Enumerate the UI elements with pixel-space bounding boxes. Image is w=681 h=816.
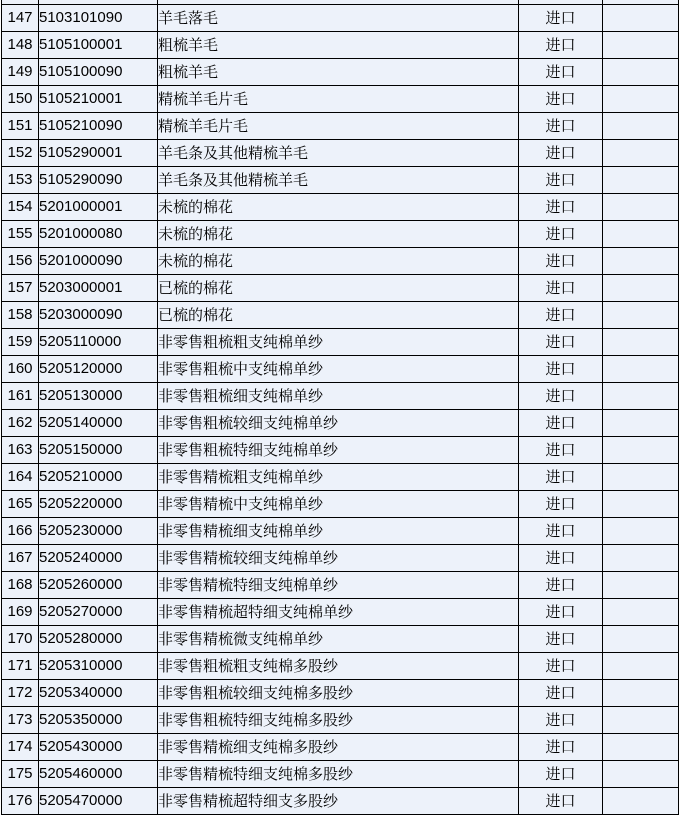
trade-direction: 进口 <box>519 112 603 139</box>
row-number: 165 <box>2 490 39 517</box>
trade-direction: 进口 <box>519 355 603 382</box>
table-row <box>2 652 679 679</box>
product-description: 非零售精梳粗支纯棉单纱 <box>158 463 519 490</box>
product-description: 非零售粗梳较细支纯棉多股纱 <box>158 679 519 706</box>
empty-cell <box>603 679 679 706</box>
row-number: 175 <box>2 760 39 787</box>
row-number: 150 <box>2 85 39 112</box>
hs-code: 5105210001 <box>39 85 158 112</box>
product-description: 粗梳羊毛 <box>158 31 519 58</box>
trade-direction: 进口 <box>519 436 603 463</box>
product-description: 非零售精梳微支纯棉单纱 <box>158 625 519 652</box>
row-number: 159 <box>2 328 39 355</box>
empty-cell <box>603 436 679 463</box>
hs-code: 5205120000 <box>39 355 158 382</box>
hs-code: 5201000001 <box>39 193 158 220</box>
hs-code: 5105290001 <box>39 139 158 166</box>
hs-code: 5105290090 <box>39 166 158 193</box>
product-description: 非零售精梳特细支纯棉单纱 <box>158 571 519 598</box>
product-description: 精梳羊毛片毛 <box>158 85 519 112</box>
hs-code: 5205210000 <box>39 463 158 490</box>
trade-direction: 进口 <box>519 571 603 598</box>
table-row <box>2 85 679 112</box>
hs-code: 5205140000 <box>39 409 158 436</box>
row-number: 174 <box>2 733 39 760</box>
empty-cell <box>603 274 679 301</box>
table-row <box>2 544 679 571</box>
hs-code: 5205460000 <box>39 760 158 787</box>
table-row <box>2 517 679 544</box>
hs-code: 5205110000 <box>39 328 158 355</box>
hs-code: 5205340000 <box>39 679 158 706</box>
empty-cell <box>603 733 679 760</box>
table-row <box>2 220 679 247</box>
row-number: 158 <box>2 301 39 328</box>
empty-cell <box>603 193 679 220</box>
product-description: 未梳的棉花 <box>158 247 519 274</box>
trade-direction: 进口 <box>519 679 603 706</box>
row-number: 149 <box>2 58 39 85</box>
hs-code: 5201000090 <box>39 247 158 274</box>
product-description: 羊毛条及其他精梳羊毛 <box>158 139 519 166</box>
empty-cell <box>603 4 679 31</box>
empty-cell <box>603 247 679 274</box>
table-row <box>2 112 679 139</box>
trade-direction: 进口 <box>519 301 603 328</box>
trade-direction: 进口 <box>519 787 603 814</box>
row-number: 171 <box>2 652 39 679</box>
table-row <box>2 733 679 760</box>
empty-cell <box>603 706 679 733</box>
product-description: 未梳的棉花 <box>158 220 519 247</box>
product-description: 非零售粗梳粗支纯棉多股纱 <box>158 652 519 679</box>
product-description: 已梳的棉花 <box>158 274 519 301</box>
trade-direction: 进口 <box>519 409 603 436</box>
empty-cell <box>603 463 679 490</box>
empty-cell <box>603 85 679 112</box>
table-row <box>2 355 679 382</box>
row-number: 167 <box>2 544 39 571</box>
empty-cell <box>603 112 679 139</box>
trade-direction: 进口 <box>519 247 603 274</box>
empty-cell <box>603 58 679 85</box>
product-description: 未梳的棉花 <box>158 193 519 220</box>
empty-cell <box>603 166 679 193</box>
table-row <box>2 139 679 166</box>
trade-direction: 进口 <box>519 490 603 517</box>
trade-direction: 进口 <box>519 760 603 787</box>
hs-code: 5203000001 <box>39 274 158 301</box>
product-description: 非零售粗梳中支纯棉单纱 <box>158 355 519 382</box>
hs-code: 5105100090 <box>39 58 158 85</box>
table-row <box>2 58 679 85</box>
trade-direction: 进口 <box>519 598 603 625</box>
hs-code: 5205130000 <box>39 382 158 409</box>
hs-code: 5205230000 <box>39 517 158 544</box>
empty-cell <box>603 382 679 409</box>
empty-cell <box>603 31 679 58</box>
row-number: 176 <box>2 787 39 814</box>
empty-cell <box>603 517 679 544</box>
hs-code: 5105210090 <box>39 112 158 139</box>
empty-cell <box>603 598 679 625</box>
row-number: 168 <box>2 571 39 598</box>
row-number: 157 <box>2 274 39 301</box>
table-row <box>2 760 679 787</box>
table-row <box>2 787 679 814</box>
trade-direction: 进口 <box>519 85 603 112</box>
trade-direction: 进口 <box>519 382 603 409</box>
trade-direction: 进口 <box>519 463 603 490</box>
product-description: 非零售精梳中支纯棉单纱 <box>158 490 519 517</box>
trade-direction: 进口 <box>519 544 603 571</box>
table-row <box>2 301 679 328</box>
table-row <box>2 247 679 274</box>
empty-cell <box>603 652 679 679</box>
table-row <box>2 166 679 193</box>
row-number: 160 <box>2 355 39 382</box>
product-description: 粗梳羊毛 <box>158 58 519 85</box>
product-description: 非零售精梳超特细支多股纱 <box>158 787 519 814</box>
empty-cell <box>603 409 679 436</box>
product-description: 羊毛条及其他精梳羊毛 <box>158 166 519 193</box>
hs-code: 5205220000 <box>39 490 158 517</box>
trade-direction: 进口 <box>519 625 603 652</box>
hs-code: 5205270000 <box>39 598 158 625</box>
empty-cell <box>603 220 679 247</box>
row-number: 152 <box>2 139 39 166</box>
trade-direction: 进口 <box>519 139 603 166</box>
trade-direction: 进口 <box>519 4 603 31</box>
table-row <box>2 4 679 31</box>
hs-code: 5201000080 <box>39 220 158 247</box>
trade-direction: 进口 <box>519 193 603 220</box>
product-description: 非零售粗梳特细支纯棉多股纱 <box>158 706 519 733</box>
row-number: 161 <box>2 382 39 409</box>
row-number: 169 <box>2 598 39 625</box>
empty-cell <box>603 328 679 355</box>
trade-direction: 进口 <box>519 733 603 760</box>
trade-direction: 进口 <box>519 328 603 355</box>
product-description: 非零售精梳细支纯棉多股纱 <box>158 733 519 760</box>
hs-code: 5105100001 <box>39 31 158 58</box>
hs-code: 5205240000 <box>39 544 158 571</box>
product-description: 非零售精梳细支纯棉单纱 <box>158 517 519 544</box>
trade-direction: 进口 <box>519 166 603 193</box>
trade-direction: 进口 <box>519 274 603 301</box>
product-description: 非零售精梳超特细支纯棉单纱 <box>158 598 519 625</box>
row-number: 163 <box>2 436 39 463</box>
row-number: 148 <box>2 31 39 58</box>
row-number: 166 <box>2 517 39 544</box>
product-description: 非零售粗梳特细支纯棉单纱 <box>158 436 519 463</box>
trade-direction: 进口 <box>519 220 603 247</box>
hs-code: 5103101090 <box>39 4 158 31</box>
hs-code: 5205430000 <box>39 733 158 760</box>
table-row <box>2 490 679 517</box>
empty-cell <box>603 787 679 814</box>
table-row <box>2 571 679 598</box>
empty-cell <box>603 544 679 571</box>
table-row <box>2 31 679 58</box>
hs-code: 5205260000 <box>39 571 158 598</box>
table-row <box>2 706 679 733</box>
product-description: 非零售精梳较细支纯棉单纱 <box>158 544 519 571</box>
row-number: 153 <box>2 166 39 193</box>
hs-code: 5203000090 <box>39 301 158 328</box>
product-description: 非零售精梳特细支纯棉多股纱 <box>158 760 519 787</box>
trade-direction: 进口 <box>519 706 603 733</box>
table-row <box>2 463 679 490</box>
empty-cell <box>603 625 679 652</box>
product-description: 精梳羊毛片毛 <box>158 112 519 139</box>
table-row <box>2 625 679 652</box>
row-number: 147 <box>2 4 39 31</box>
hs-code: 5205470000 <box>39 787 158 814</box>
table-row <box>2 328 679 355</box>
row-number: 156 <box>2 247 39 274</box>
row-number: 154 <box>2 193 39 220</box>
empty-cell <box>603 490 679 517</box>
hs-code: 5205150000 <box>39 436 158 463</box>
table-row <box>2 598 679 625</box>
hs-code: 5205280000 <box>39 625 158 652</box>
empty-cell <box>603 139 679 166</box>
table-row <box>2 382 679 409</box>
tariff-table <box>1 0 679 815</box>
trade-direction: 进口 <box>519 517 603 544</box>
row-number: 162 <box>2 409 39 436</box>
hs-code: 5205350000 <box>39 706 158 733</box>
hs-code: 5205310000 <box>39 652 158 679</box>
empty-cell <box>603 760 679 787</box>
table-row <box>2 193 679 220</box>
row-number: 173 <box>2 706 39 733</box>
empty-cell <box>603 301 679 328</box>
product-description: 非零售粗梳粗支纯棉单纱 <box>158 328 519 355</box>
empty-cell <box>603 571 679 598</box>
product-description: 已梳的棉花 <box>158 301 519 328</box>
row-number: 155 <box>2 220 39 247</box>
trade-direction: 进口 <box>519 31 603 58</box>
table-row <box>2 436 679 463</box>
row-number: 170 <box>2 625 39 652</box>
product-description: 非零售粗梳较细支纯棉单纱 <box>158 409 519 436</box>
table-row <box>2 274 679 301</box>
row-number: 151 <box>2 112 39 139</box>
trade-direction: 进口 <box>519 652 603 679</box>
table-row <box>2 409 679 436</box>
trade-direction: 进口 <box>519 58 603 85</box>
product-description: 羊毛落毛 <box>158 4 519 31</box>
row-number: 172 <box>2 679 39 706</box>
product-description: 非零售粗梳细支纯棉单纱 <box>158 382 519 409</box>
table-row <box>2 679 679 706</box>
empty-cell <box>603 355 679 382</box>
row-number: 164 <box>2 463 39 490</box>
